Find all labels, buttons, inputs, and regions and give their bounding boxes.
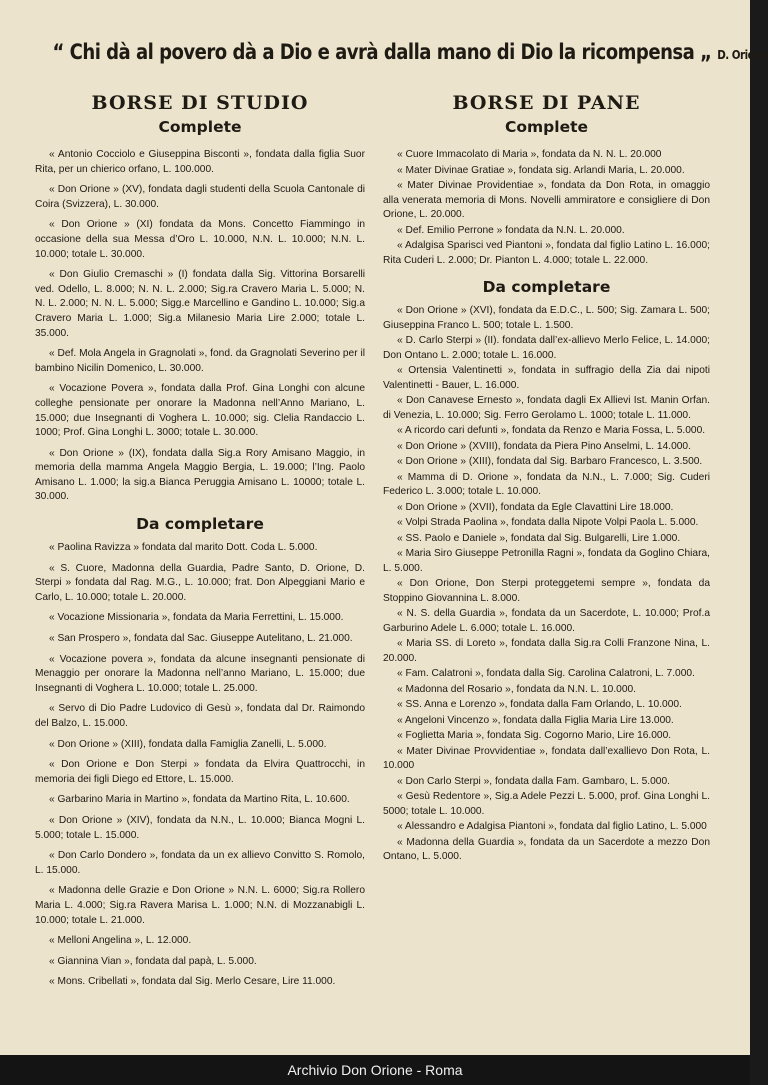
borsa-entry: « Alessandro e Adalgisa Piantoni », fondata dal figlio Latino, L. 5.000 — [397, 821, 707, 832]
borsa-entry: « Gesù Redentore », Sig.a Adele Pezzi L. 5.000, prof. Gina Longhi L. 5000; totale L. 10.000. — [383, 791, 710, 817]
borse-di-pane-title: BORSE DI PANE — [452, 92, 641, 114]
borsa-entry: « Maria SS. di Loreto », fondata dalla Sig.ra Colli Franzone Nina, L. 20.000. — [383, 638, 710, 664]
motto-signature: D. Orione — [717, 48, 768, 62]
borsa-entry: « Madonna delle Grazie e Don Orione » N.N. L. 6000; Sig.ra Rollero Maria L. 4.000; Sig.ra Ravera Marisa L. 1.000; N.N. di Mozzanabigli L. 10.000; totale L. 21.000. — [35, 885, 365, 926]
borsa-entry: « Don Orione » (IX), fondata dalla Sig.a Rory Amisano Maggio, in memoria della mamma Angela Maggio Bergia, L. 19.000; l’Ing. Paolo Amisano L. 1.000; la sig.a Bianca Peruggia Amisano L. 10000; totale L. 30.000. — [35, 447, 365, 503]
borsa-entry: « D. Carlo Sterpi » (II). fondata dall’ex-allievo Merlo Felice, L. 14.000; Don Ontano L. 2.000; totale L. 16.000. — [383, 335, 710, 361]
borsa-entry: « Don Orione e Don Sterpi » fondata da Elvira Quattrocchi, in memoria dei figli Diego ed Ettore, L. 15.000. — [35, 759, 365, 785]
borse-di-pane-column — [383, 92, 710, 866]
borsa-entry: « Ortensia Valentinetti », fondata in suffragio della Zia dai nipoti Valentinetti - Bauer, L. 16.000. — [383, 365, 710, 391]
pane-complete-list — [383, 148, 710, 268]
borsa-entry: « SS. Anna e Lorenzo », fondata dalla Fam Orlando, L. 10.000. — [397, 699, 682, 710]
borsa-entry: « Volpi Strada Paolina », fondata dalla Nipote Volpi Paola L. 5.000. — [397, 517, 699, 528]
borsa-entry: « Don Orione » (XV), fondata dagli studenti della Scuola Cantonale di Coira (Svizzera), L. 30.000. — [35, 184, 365, 210]
borsa-entry: « Giannina Vian », fondata dal papà, L. 5.000. — [49, 955, 257, 967]
borsa-entry: « Foglietta Maria », fondata Sig. Cogorno Mario, Lire 16.000. — [397, 730, 672, 741]
borsa-entry: « Mamma di D. Orione », fondata da N.N., L. 7.000; Sig. Cuderi Federico L. 3.000; totale L. 10.000. — [383, 471, 710, 497]
borse-di-studio-column — [35, 92, 365, 996]
borsa-entry: « Don Orione » (XVIII), fondata da Piera Pino Anselmi, L. 14.000. — [397, 440, 691, 452]
borsa-entry: « Paolina Ravizza » fondata dal marito Dott. Coda L. 5.000. — [49, 542, 318, 554]
borsa-entry: « Don Orione » (XVII), fondata da Egle Clavattini Lire 18.000. — [397, 501, 674, 513]
borsa-entry: « Mater Divinae Provvidentiae », fondata dall’exallievo Don Rota, L. 10.000 — [383, 745, 710, 771]
studio-pending-heading: Da completare — [136, 515, 264, 534]
borsa-entry: « Servo di Dio Padre Ludovico di Gesù », fondata dal Dr. Raimondo del Balzo, L. 15.000. — [35, 703, 365, 729]
borsa-entry: « Antonio Cocciolo e Giuseppina Bisconti », fondata dalla figlia Suor Rita, per un chierico orfano, L. 100.000. — [35, 149, 365, 175]
borsa-entry: « N. S. della Guardia », fondata da un Sacerdote, L. 10.000; Prof.a Garburino Adele L. 6.000; totale L. 16.000. — [383, 608, 710, 634]
borsa-entry: « Don Canavese Ernesto », fondata dagli Ex Allievi Ist. Manin Orfan. di Venezia, L. 10.000; Sig. Ferro Gerolamo L. 1000; totale L. 11.000. — [383, 395, 710, 421]
borsa-entry: « Def. Mola Angela in Gragnolati », fond. da Gragnolati Severino per il bambino Nicilin Domenico, L. 30.000. — [35, 348, 365, 374]
motto-header — [52, 40, 768, 64]
borsa-entry: « Mater Divinae Providentiae », fondata da Don Rota, in omaggio alla venerata memoria di Mons. Novelli ammiratore e consigliere di Don Orione, L. 20.000. — [383, 180, 710, 220]
borsa-entry: « Vocazione Missionaria », fondata da Maria Ferrettini, L. 15.000. — [49, 612, 344, 624]
borsa-entry: « Def. Emilio Perrone » fondata da N.N. L. 20.000. — [397, 224, 625, 236]
pane-pending-heading: Da completare — [482, 278, 611, 296]
borsa-entry: « Don Orione » (XIII), fondata dalla Famiglia Zanelli, L. 5.000. — [49, 738, 327, 750]
borsa-entry: « Don Orione, Don Sterpi proteggetemi sempre », fondata da Stoppino Giovannina L. 8.000. — [383, 578, 710, 604]
borsa-entry: « Mons. Cribellati », fondata dal Sig. Merlo Cesare, Lire 11.000. — [49, 976, 336, 988]
borsa-entry: « Melloni Angelina », L. 12.000. — [49, 935, 192, 947]
borsa-entry: « Don Carlo Dondero », fondata da un ex allievo Convitto S. Romolo, L. 15.000. — [35, 850, 365, 876]
borsa-entry: « Don Orione » (XIV), fondata da N.N., L. 10.000; Bianca Mogni L. 5.000; totale L. 15.000. — [35, 814, 365, 841]
borsa-entry: « Adalgisa Sparisci ved Piantoni », fondata dal figlio Latino L. 16.000; Rita Cuderi L. 2.000; Dr. Pianton L. 4.000; totale L. 22.000. — [383, 240, 710, 266]
borsa-entry: « Don Orione » (XIII), fondata dal Sig. Barbaro Francesco, L. 3.500. — [397, 456, 703, 467]
borsa-entry: « Cuore Immacolato di Maria », fondata da N. N. L. 20.000 — [397, 149, 662, 160]
borsa-entry: « Don Orione » (XVI), fondata da E.D.C., L. 500; Sig. Zamara L. 500; Giuseppina Franco L. 500; totale L. 1.500. — [383, 305, 710, 331]
borsa-entry: « Madonna del Rosario », fondata da N.N. L. 10.000. — [397, 683, 636, 695]
borsa-entry: « Angeloni Vincenzo », fondata dalla Figlia Maria Lire 13.000. — [397, 714, 674, 726]
borsa-entry: « Garbarino Maria in Martino », fondata da Martino Rita, L. 10.600. — [49, 794, 350, 806]
borsa-entry: « Maria Siro Giuseppe Petronilla Ragni », fondata da Goglino Chiara, L. 5.000. — [383, 548, 710, 574]
borsa-entry: « SS. Paolo e Daniele », fondata dal Sig. Bulgarelli, Lire 1.000. — [397, 532, 681, 544]
borsa-entry: « A ricordo cari defunti », fondata da Renzo e Maria Fossa, L. 5.000. — [397, 425, 706, 436]
studio-pending-list — [35, 541, 365, 990]
studio-complete-heading: Complete — [158, 118, 242, 136]
studio-complete-list — [35, 148, 365, 505]
archive-footer — [0, 1055, 750, 1085]
footer-text: Archivio Don Orione - Roma — [287, 1062, 463, 1078]
pane-complete-heading: Complete — [504, 118, 589, 136]
pane-pending-list — [383, 304, 710, 865]
motto-text: “ Chi dà al povero dà a Dio e avrà dalla mano di Dio la ricompensa „ — [52, 40, 712, 64]
borsa-entry: « Don Giulio Cremaschi » (I) fondata dalla Sig. Vittorina Borsarelli ved. Odello, L. 8.000; N. N. L. 2.000; Sig.ra Cravero Maria L. 5.000; N. N. L. 2.000; N. N. L. 5.000; Sigg.e Marcellino e Gandino L. 10.000; Sig.a Cravero Maria L. 1.000; Sig.a Milanesio Maria Lire 2.000; totale L. 35.000. — [35, 269, 365, 339]
borsa-entry: « San Prospero », fondata dal Sac. Giuseppe Autelitano, L. 21.000. — [49, 633, 353, 645]
borse-di-studio-title: BORSE DI STUDIO — [91, 92, 309, 114]
borsa-entry: « Madonna della Guardia », fondata da un Sacerdote a mezzo Don Ontano, L. 5.000. — [383, 836, 710, 862]
borsa-entry: « S. Cuore, Madonna della Guardia, Padre Santo, D. Orione, D. Sterpi » fondata dal Rag. M.G., L. 10.000; frat. Don Alpeggiani Mario e Carlo, L. 10.000; totale L. 20.000. — [35, 562, 365, 603]
borsa-entry: « Vocazione povera », fondata da alcune insegnanti pensionate di Menaggio per onorare la Madonna nell’anno Mariano, L. 15.000; due Insegnanti di Voghera L. 10.000; totale L. 25.000. — [35, 653, 365, 694]
borsa-entry: « Mater Divinae Gratiae », fondata sig. Arlandi Maria, L. 20.000. — [397, 164, 685, 176]
borsa-entry: « Don Carlo Sterpi », fondata dalla Fam. Gambaro, L. 5.000. — [397, 775, 670, 787]
borsa-entry: « Vocazione Povera », fondata dalla Prof. Gina Longhi con alcune colleghe pensionate per onorare la Madonna nell’Anno Mariano, L. 15.000; due Insegnanti di Voghera L. 10.000; sig. Clelia Randaccio L. 1000; Prof. Gina Longhi L. 3000; totale L. 30.000. — [35, 383, 365, 439]
borsa-entry: « Don Orione » (XI) fondata da Mons. Concetto Fiammingo in occasione della sua Messa d’Oro L. 10.000, N.N. L. 10.000; N.N. L. 10.000; totale L. 30.000. — [35, 219, 365, 260]
borsa-entry: « Fam. Calatroni », fondata dalla Sig. Carolina Calatroni, L. 7.000. — [397, 668, 695, 679]
